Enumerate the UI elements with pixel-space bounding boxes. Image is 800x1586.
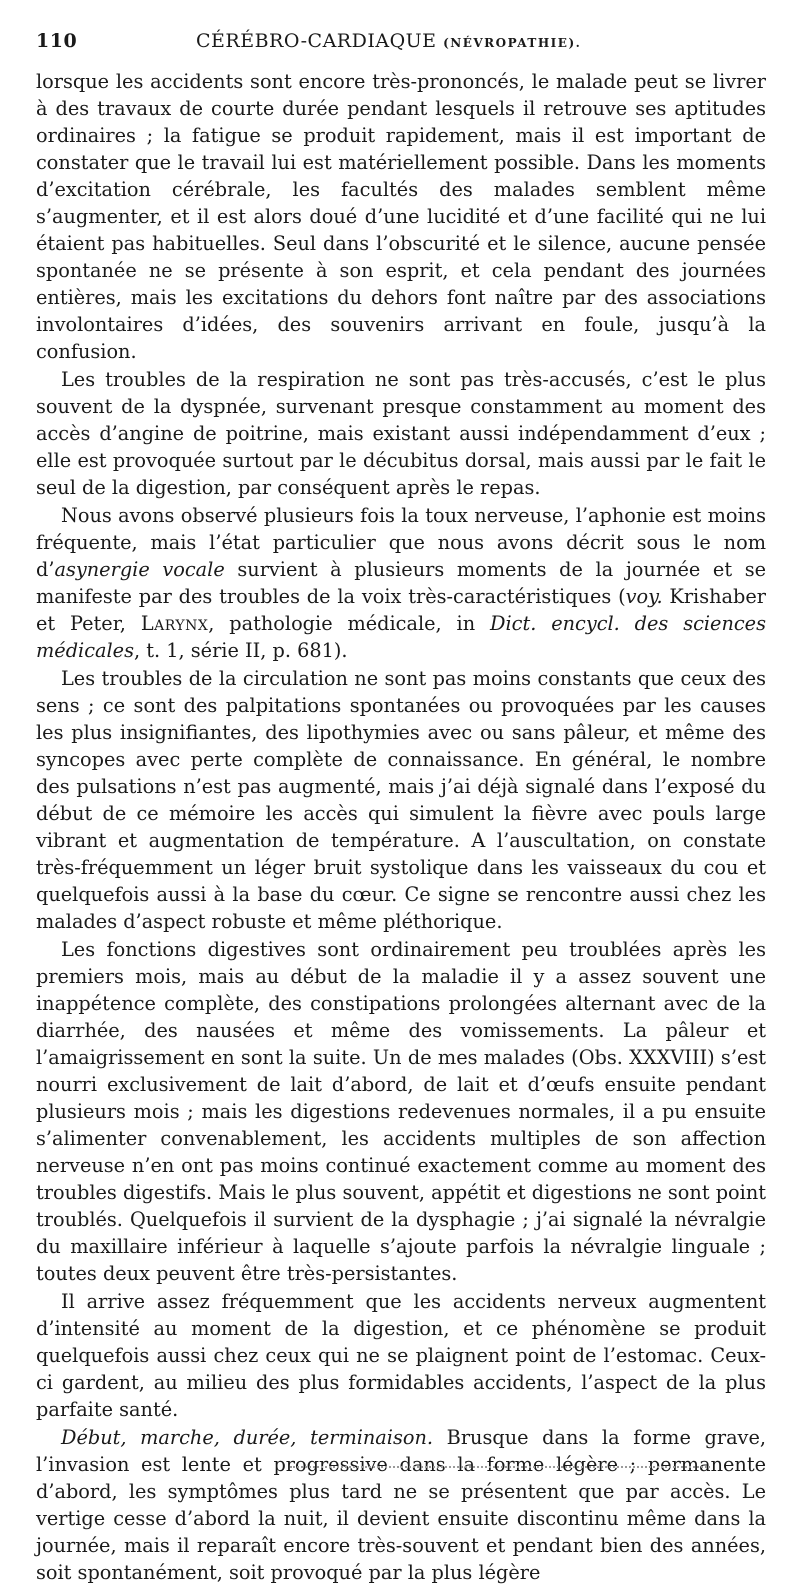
footer-print-artifact xyxy=(290,1466,710,1468)
paragraph-3-text-a: Nous avons observé plusieurs fois la toux nerveuse, l’aphonie est moins fréquente, mais l’état particulier que nous avons décrit sous le nom d’ xyxy=(36,504,766,581)
paragraph-2: Les troubles de la respiration ne sont pas très-accusés, c’est le plus souvent de la dyspnée, survenant presque constamment au moment des accès d’angine de poitrine, mais existant aussi indépendamment d’eux ; elle est provoquée surtout par le décubitus dorsal, mais aussi par le fait le seul de la digestion, par conséquent après le repas. xyxy=(36,368,766,499)
book-page xyxy=(36,30,766,1586)
paragraph-3-text-e: Krishaber et Peter, xyxy=(36,585,766,635)
dictionary-title: Dict. encycl. des sciences médicales xyxy=(36,612,766,662)
voy-abbrev: voy. xyxy=(625,585,663,608)
paragraph-3-text-i: , t. 1, série II, p. 681). xyxy=(133,639,348,662)
larynx-reference: Larynx xyxy=(140,612,209,635)
running-header xyxy=(36,30,766,68)
running-title: CÉRÉBRO-CARDIAQUE xyxy=(196,30,437,52)
running-subtitle: (NÉVROPATHIE). xyxy=(443,36,582,50)
paragraph-7-text: Brusque dans la forme grave, l’invasion est lente et progressive dans la forme légère ; permanente d’abord, les symptômes plus tard ne se présentent que par accès. Le vertige cesse d’abord la nuit, il devient ensuite discontinu même dans la journée, mais il reparaît encore très-souvent et pendant bien des années, soit spontanément, soit provoqué par la plus légère xyxy=(36,1426,766,1584)
paragraph-3 xyxy=(36,502,766,664)
page-number: 110 xyxy=(36,30,78,52)
paragraph-6: Il arrive assez fréquemment que les accidents nerveux augmentent d’intensité au moment de la digestion, et ce phénomène se produit quelquefois aussi chez ceux qui ne se plaignent point de l’estomac. Ceux-ci gardent, au milieu des plus formidables accidents, l’aspect de la plus parfaite santé. xyxy=(36,1290,766,1421)
section-heading: Début, marche, durée, terminaison. xyxy=(61,1426,434,1449)
paragraph-4: Les troubles de la circulation ne sont pas moins constants que ceux des sens ; ce sont des palpitations spontanées ou provoquées par les causes les plus insignifiantes, des lipothymies avec ou sans pâleur, et même des syncopes avec perte complète de connaissance. En général, le nombre des pulsations n’est pas augmenté, mais j’ai déjà signalé dans l’exposé du début de ce mémoire les accès qui simulent la fièvre avec pouls large vibrant et augmentation de température. A l’auscultation, on constate très-fréquemment un léger bruit systolique dans les vaisseaux du cou et quelquefois aussi à la base du cœur. Ce signe se rencontre aussi chez les malades d’aspect robuste et même pléthorique. xyxy=(36,667,766,933)
asynergie-vocale-term: asynergie vocale xyxy=(54,558,225,581)
paragraph-3-text-g: , pathologie médicale, in xyxy=(208,612,491,635)
paragraph-7 xyxy=(36,1424,766,1586)
paragraph-1: lorsque les accidents sont encore très-prononcés, le malade peut se livrer à des travaux de courte durée pendant lesquels il retrouve ses aptitudes ordinaires ; la fatigue se produit rapidement, mais il est important de constater que le travail lui est matériellement possible. Dans les moments d’excitation cérébrale, les facultés des malades semblent même s’augmenter, et il est alors doué d’une lucidité et d’une facilité qui ne lui étaient pas habituelles. Seul dans l’obscurité et le silence, aucune pensée spontanée ne se présente à son esprit, et cela pendant des journées entières, mais les excitations du dehors font naître par des associations involontaires d’idées, des souvenirs arrivant en foule, jusqu’à la confusion. xyxy=(36,70,766,363)
body-text xyxy=(36,68,766,1586)
paragraph-5: Les fonctions digestives sont ordinairement peu troublées après les premiers mois, mais au début de la maladie il y a assez souvent une inappétence complète, des constipations prolongées alternant avec de la diarrhée, des nausées et même des vomissements. La pâleur et l’amaigrissement en sont la suite. Un de mes malades (Obs. XXXVIII) s’est nourri exclusivement de lait d’abord, de lait et d’œufs ensuite pendant plusieurs mois ; mais les digestions redevenues normales, il a pu ensuite s’alimenter convenablement, les accidents multiples de son affection nerveuse n’en ont pas moins continué exactement comme au moment des troubles digestifs. Mais le plus souvent, appétit et digestions ne sont point troublés. Quelquefois il survient de la dysphagie ; j’ai signalé la névralgie du maxillaire inférieur à laquelle s’ajoute parfois la névralgie linguale ; toutes deux peuvent être très-persistantes. xyxy=(36,938,766,1285)
paragraph-3-text-c: survient à plusieurs moments de la journée et se manifeste par des troubles de la voix très-caractéristiques ( xyxy=(36,558,767,608)
